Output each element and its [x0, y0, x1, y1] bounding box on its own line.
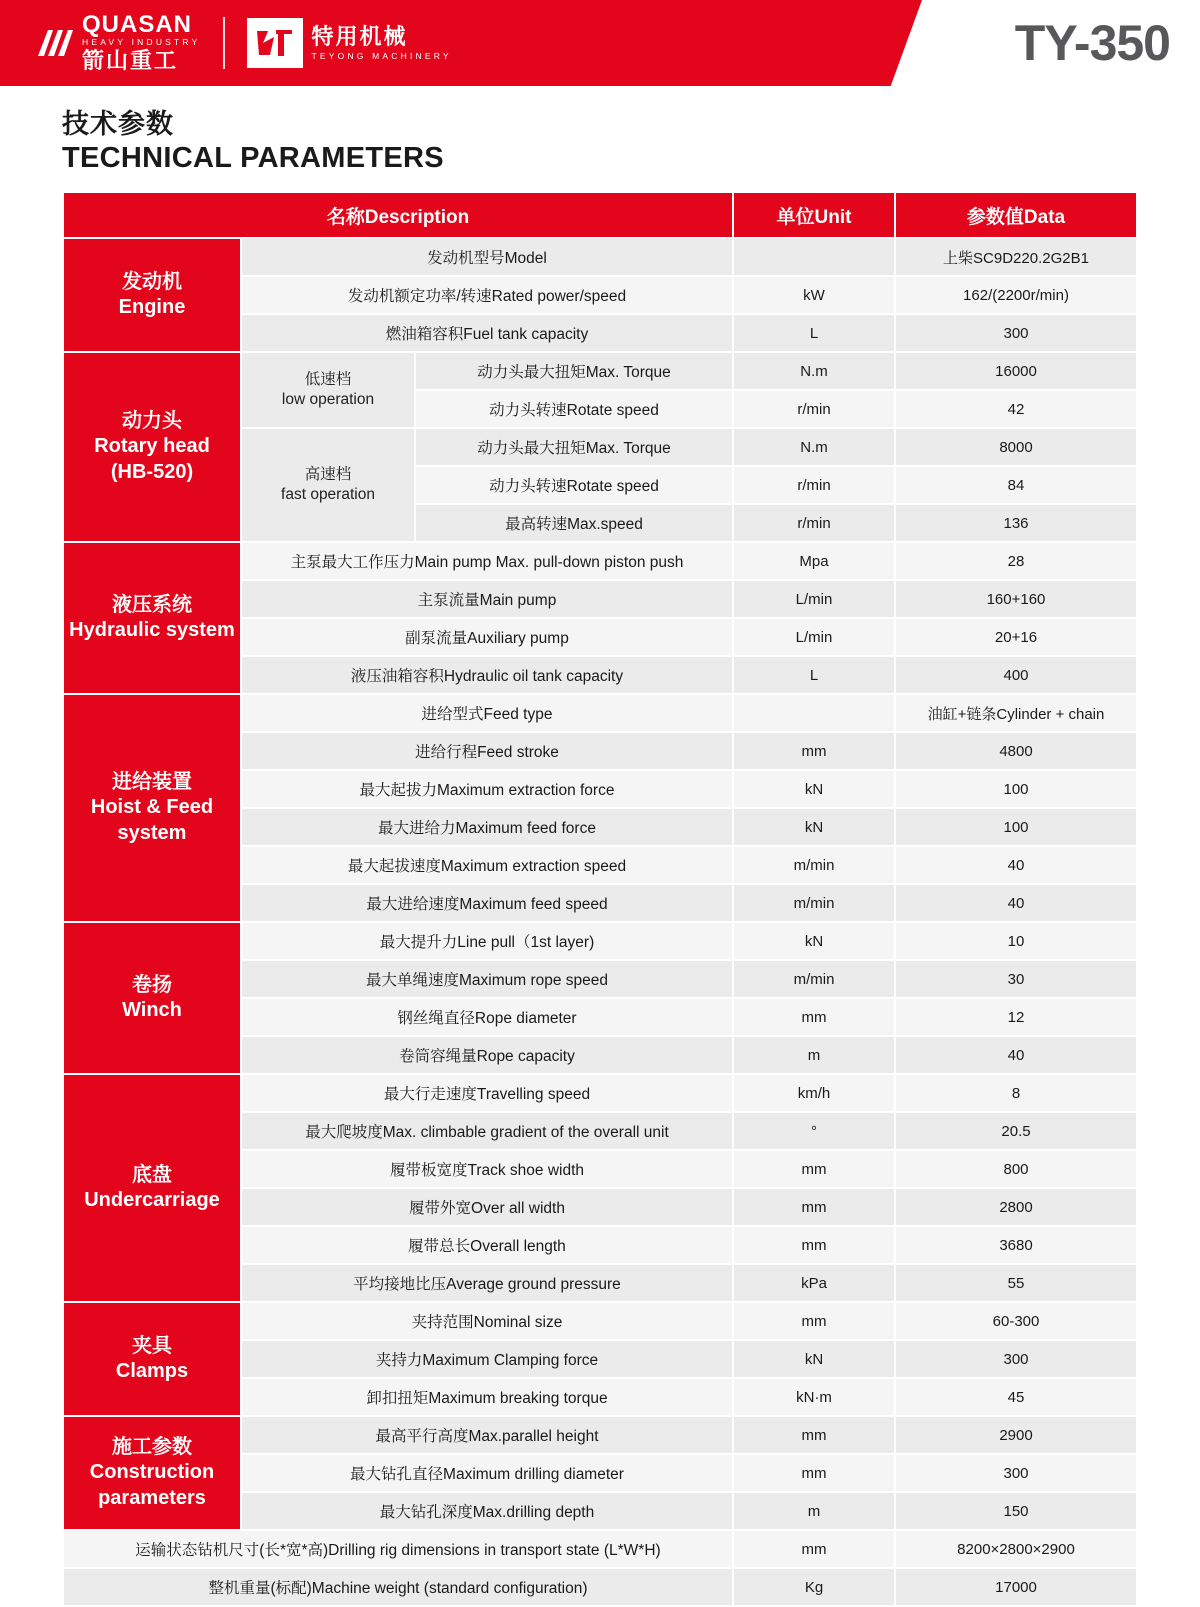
section-titles: [0, 86, 1200, 183]
row-desc: 最大提升力Line pull（1st layer): [242, 923, 732, 959]
category-hoist-feed-system: [64, 695, 240, 921]
row-desc: 履带总长Overall length: [242, 1227, 732, 1263]
table-header-row: [64, 193, 1136, 237]
col-header-description: 名称Description: [64, 193, 732, 237]
row-data: 136: [896, 505, 1136, 541]
category-construction-en: Construction parameters: [89, 1461, 215, 1509]
row-desc: 动力头最大扭矩Max. Torque: [416, 429, 732, 465]
table-row: [64, 239, 1136, 275]
row-unit: kN·m: [734, 1379, 894, 1415]
table-row: [64, 1569, 1136, 1605]
row-data: 2800: [896, 1189, 1136, 1225]
category-rotary-head-cn: 动力头: [122, 409, 182, 432]
row-unit: mm: [734, 999, 894, 1035]
category-engine-en: Engine: [118, 296, 186, 319]
row-data: 28: [896, 543, 1136, 579]
row-data: 4800: [896, 733, 1136, 769]
teyong-name-cn: 特用机械: [311, 24, 408, 50]
page-title-cn: 技术参数: [62, 109, 174, 139]
col-header-data: 参数值Data: [896, 193, 1136, 237]
row-desc: 进给型式Feed type: [242, 695, 732, 731]
row-unit: N.m: [734, 429, 894, 465]
row-desc: 履带板宽度Track shoe width: [242, 1151, 732, 1187]
row-data: 55: [896, 1265, 1136, 1301]
row-desc: 整机重量(标配)Machine weight (standard configuration): [64, 1569, 732, 1605]
row-unit: mm: [734, 1189, 894, 1225]
row-unit: kPa: [734, 1265, 894, 1301]
subgroup-fast-en: fast operation: [281, 486, 375, 504]
category-undercarriage: [64, 1075, 240, 1301]
row-data: 20+16: [896, 619, 1136, 655]
table-row: [64, 923, 1136, 959]
row-data: 40: [896, 1037, 1136, 1073]
table-row: [64, 543, 1136, 579]
row-desc: 发动机型号Model: [242, 239, 732, 275]
brand-logos: [0, 0, 452, 86]
row-unit: kN: [734, 771, 894, 807]
row-data: 300: [896, 315, 1136, 351]
teyong-name-sub: TEYONG MACHINERY: [311, 50, 452, 61]
category-feed-en: Hoist & Feed system: [90, 796, 214, 844]
row-unit: [734, 695, 894, 731]
row-data: 800: [896, 1151, 1136, 1187]
row-data: 8000: [896, 429, 1136, 465]
row-data: 45: [896, 1379, 1136, 1415]
category-clamps-cn: 夹具: [132, 1334, 172, 1357]
row-data: 42: [896, 391, 1136, 427]
row-data: 上柴SC9D220.2G2B1: [896, 239, 1136, 275]
row-unit: mm: [734, 1455, 894, 1491]
category-construction-cn: 施工参数: [112, 1435, 192, 1458]
row-desc: 动力头转速Rotate speed: [416, 467, 732, 503]
row-data: 8200×2800×2900: [896, 1531, 1136, 1567]
category-engine-cn: 发动机: [122, 270, 182, 293]
row-unit: [734, 239, 894, 275]
brand-quasan: [36, 12, 201, 75]
row-desc: 最大进给力Maximum feed force: [242, 809, 732, 845]
subgroup-low-en: low operation: [281, 391, 375, 409]
row-data: 30: [896, 961, 1136, 997]
technical-parameters-table: [62, 191, 1138, 1607]
subgroup-fast-cn: 高速档: [304, 465, 352, 483]
row-data: 300: [896, 1341, 1136, 1377]
row-unit: N.m: [734, 353, 894, 389]
table-row: [64, 695, 1136, 731]
quasan-name-cn: 箭山重工: [82, 47, 179, 73]
category-clamps-en: Clamps: [115, 1360, 189, 1383]
row-unit: L/min: [734, 619, 894, 655]
row-desc: 液压油箱容积Hydraulic oil tank capacity: [242, 657, 732, 693]
row-desc: 动力头最大扭矩Max. Torque: [416, 353, 732, 389]
row-desc: 最高转速Max.speed: [416, 505, 732, 541]
row-desc: 最大钻孔直径Maximum drilling diameter: [242, 1455, 732, 1491]
row-data: 3680: [896, 1227, 1136, 1263]
row-data: 60-300: [896, 1303, 1136, 1339]
row-unit: m/min: [734, 885, 894, 921]
category-clamps: [64, 1303, 240, 1415]
row-data: 160+160: [896, 581, 1136, 617]
row-unit: m/min: [734, 961, 894, 997]
page-title-en: TECHNICAL PARAMETERS: [62, 141, 444, 174]
table-row: [64, 1303, 1136, 1339]
teyong-logo-icon: [247, 18, 303, 68]
col-header-unit: 单位Unit: [734, 193, 894, 237]
table-row: [64, 1531, 1136, 1567]
row-data: 150: [896, 1493, 1136, 1529]
row-data: 20.5: [896, 1113, 1136, 1149]
category-feed-cn: 进给装置: [112, 770, 192, 793]
row-desc: 主泵最大工作压力Main pump Max. pull-down piston push: [242, 543, 732, 579]
subgroup-low-operation: [242, 353, 414, 427]
row-data: 100: [896, 809, 1136, 845]
row-desc: 最大钻孔深度Max.drilling depth: [242, 1493, 732, 1529]
row-data: 100: [896, 771, 1136, 807]
row-unit: kN: [734, 1341, 894, 1377]
row-data: 油缸+链条Cylinder + chain: [896, 695, 1136, 731]
category-rotary-head-model: (HB-520): [110, 460, 194, 483]
page-header: [0, 0, 1200, 86]
row-desc: 钢丝绳直径Rope diameter: [242, 999, 732, 1035]
row-desc: 主泵流量Main pump: [242, 581, 732, 617]
category-rotary-head-en: Rotary head: [94, 435, 210, 458]
row-data: 10: [896, 923, 1136, 959]
model-title: TY-350: [1014, 15, 1170, 71]
row-data: 16000: [896, 353, 1136, 389]
row-unit: mm: [734, 1417, 894, 1453]
row-unit: mm: [734, 1227, 894, 1263]
row-desc: 最大进给速度Maximum feed speed: [242, 885, 732, 921]
row-unit: mm: [734, 1151, 894, 1187]
row-desc: 夹持力Maximum Clamping force: [242, 1341, 732, 1377]
quasan-logo-icon: [36, 26, 74, 60]
row-desc: 卷筒容绳量Rope capacity: [242, 1037, 732, 1073]
row-unit: mm: [734, 1303, 894, 1339]
subgroup-fast-operation: [242, 429, 414, 541]
row-desc: 最高平行高度Max.parallel height: [242, 1417, 732, 1453]
brand-teyong: [247, 18, 452, 68]
row-desc: 卸扣扭矩Maximum breaking torque: [242, 1379, 732, 1415]
row-desc: 副泵流量Auxiliary pump: [242, 619, 732, 655]
category-winch: [64, 923, 240, 1073]
quasan-name-sub: HEAVY INDUSTRY: [82, 36, 201, 47]
category-construction-parameters: [64, 1417, 240, 1529]
row-data: 12: [896, 999, 1136, 1035]
row-unit: L: [734, 315, 894, 351]
row-unit: km/h: [734, 1075, 894, 1111]
category-winch-en: Winch: [122, 999, 182, 1022]
table-row: [64, 1417, 1136, 1453]
row-unit: mm: [734, 733, 894, 769]
row-desc: 履带外宽Over all width: [242, 1189, 732, 1225]
row-unit: kN: [734, 923, 894, 959]
row-data: 8: [896, 1075, 1136, 1111]
row-unit: m: [734, 1037, 894, 1073]
row-data: 2900: [896, 1417, 1136, 1453]
row-data: 84: [896, 467, 1136, 503]
row-desc: 发动机额定功率/转速Rated power/speed: [242, 277, 732, 313]
table-row: [64, 1075, 1136, 1111]
row-desc: 最大爬坡度Max. climbable gradient of the overall unit: [242, 1113, 732, 1149]
category-hydraulic-en: Hydraulic system: [69, 619, 235, 642]
category-winch-cn: 卷扬: [132, 973, 172, 996]
quasan-name-en: QUASAN: [82, 10, 193, 38]
row-desc: 平均接地比压Average ground pressure: [242, 1265, 732, 1301]
row-unit: kW: [734, 277, 894, 313]
row-data: 400: [896, 657, 1136, 693]
row-desc: 夹持范围Nominal size: [242, 1303, 732, 1339]
row-unit: r/min: [734, 505, 894, 541]
row-data: 162/(2200r/min): [896, 277, 1136, 313]
category-engine: [64, 239, 240, 351]
row-desc: 动力头转速Rotate speed: [416, 391, 732, 427]
spec-table-wrap: [0, 183, 1200, 1607]
row-unit: r/min: [734, 467, 894, 503]
row-unit: L: [734, 657, 894, 693]
category-undercarriage-en: Undercarriage: [84, 1189, 220, 1212]
logo-divider: [223, 17, 225, 69]
row-desc: 燃油箱容积Fuel tank capacity: [242, 315, 732, 351]
subgroup-low-cn: 低速档: [304, 370, 352, 388]
category-undercarriage-cn: 底盘: [132, 1163, 172, 1186]
row-unit: Kg: [734, 1569, 894, 1605]
category-hydraulic-system: [64, 543, 240, 693]
row-desc: 进给行程Feed stroke: [242, 733, 732, 769]
table-row: [64, 353, 1136, 389]
row-data: 300: [896, 1455, 1136, 1491]
row-unit: L/min: [734, 581, 894, 617]
row-desc: 最大起拔力Maximum extraction force: [242, 771, 732, 807]
row-desc: 最大行走速度Travelling speed: [242, 1075, 732, 1111]
category-rotary-head: [64, 353, 240, 541]
row-desc: 最大单绳速度Maximum rope speed: [242, 961, 732, 997]
row-data: 17000: [896, 1569, 1136, 1605]
row-data: 40: [896, 847, 1136, 883]
row-unit: °: [734, 1113, 894, 1149]
row-unit: m: [734, 1493, 894, 1529]
row-unit: m/min: [734, 847, 894, 883]
row-desc: 运输状态钻机尺寸(长*宽*高)Drilling rig dimensions in transport state (L*W*H): [64, 1531, 732, 1567]
category-hydraulic-cn: 液压系统: [112, 593, 192, 616]
row-unit: Mpa: [734, 543, 894, 579]
row-desc: 最大起拔速度Maximum extraction speed: [242, 847, 732, 883]
row-unit: r/min: [734, 391, 894, 427]
row-data: 40: [896, 885, 1136, 921]
row-unit: mm: [734, 1531, 894, 1567]
row-unit: kN: [734, 809, 894, 845]
